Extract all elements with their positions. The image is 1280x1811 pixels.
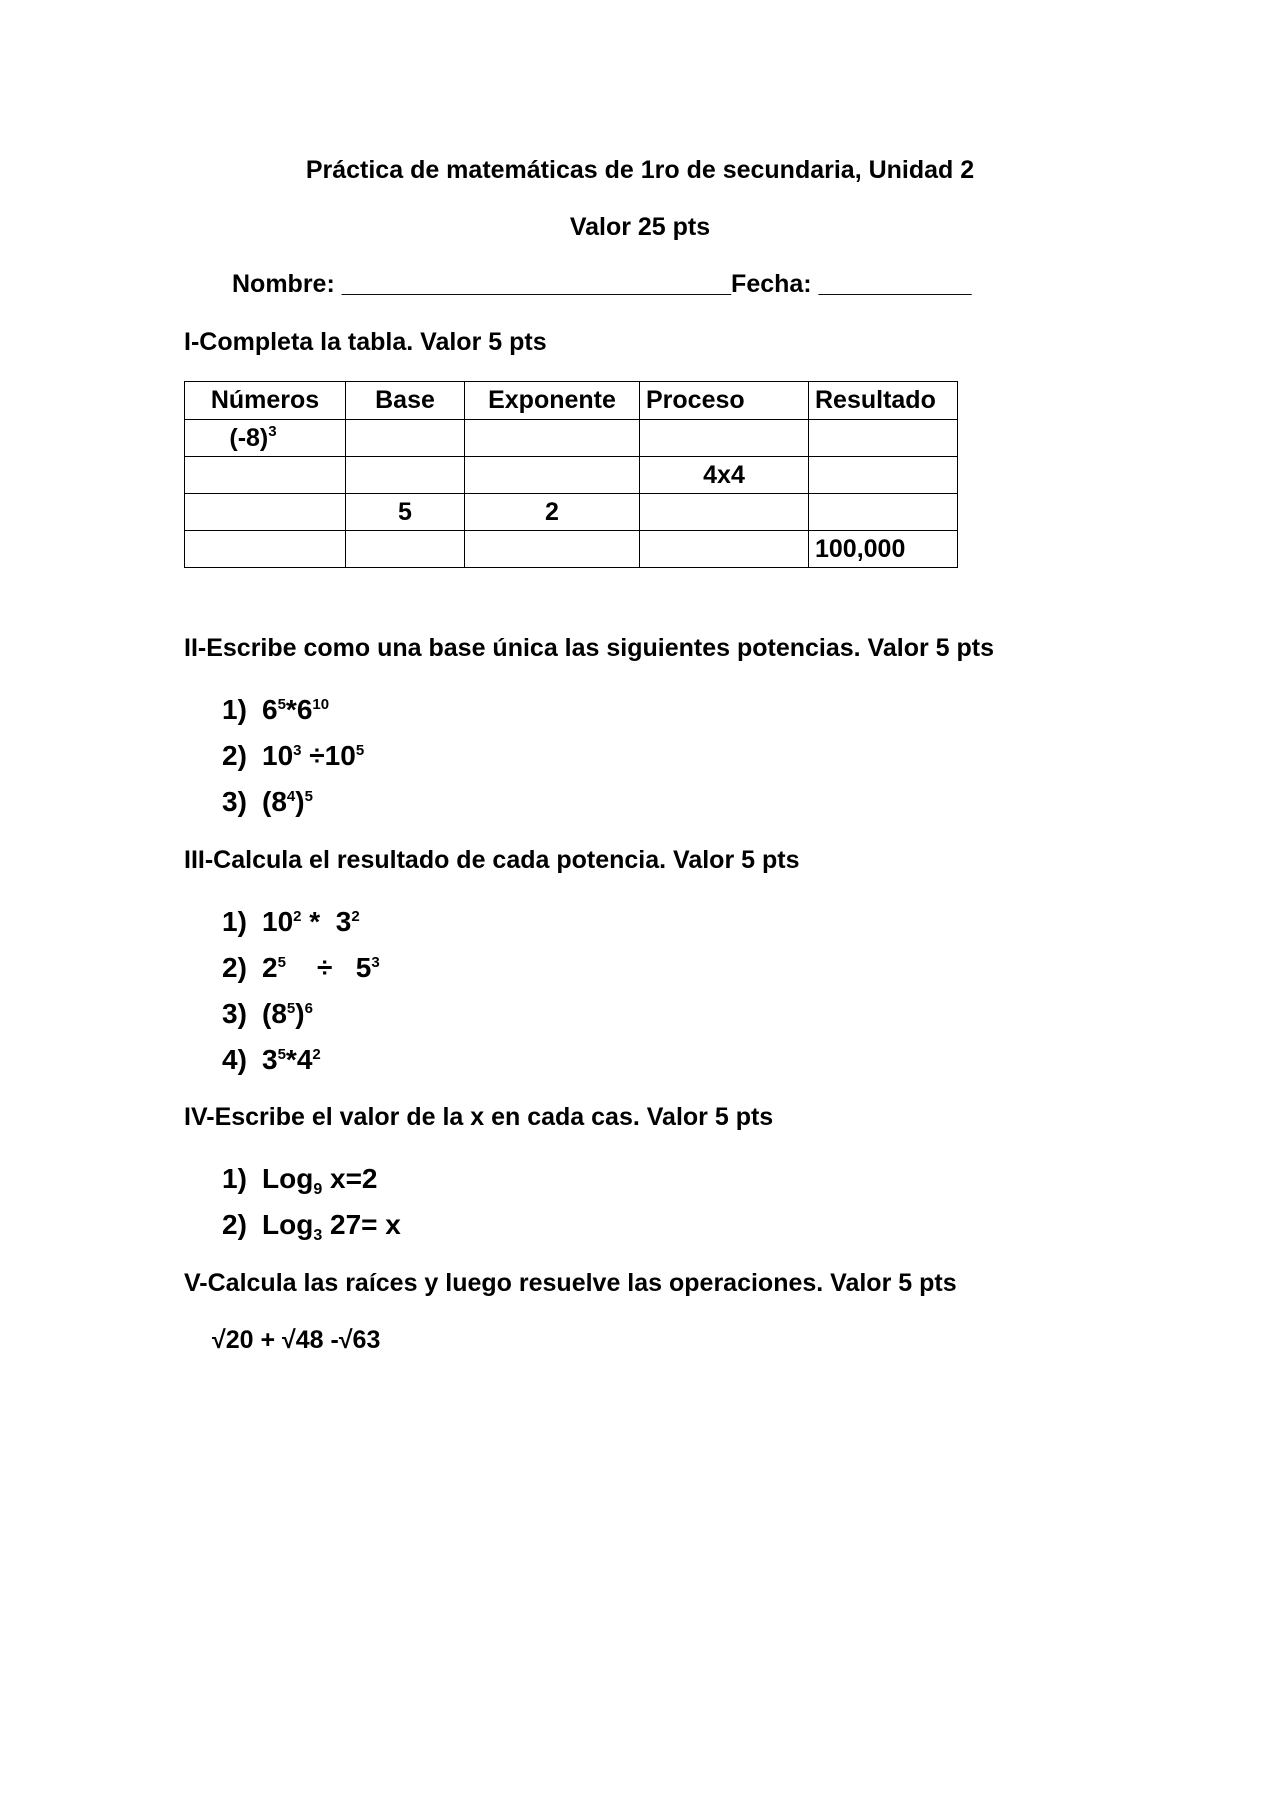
term-base: 3 <box>262 1044 278 1075</box>
log-argument: x=2 <box>322 1163 378 1194</box>
table-header-cell: Proceso <box>640 382 809 420</box>
section5-heading: V-Calcula las raíces y luego resuelve las operaciones. Valor 5 pts <box>184 1269 957 1297</box>
table-cell <box>465 457 640 494</box>
list-item <box>222 1037 380 1083</box>
term-exponent: 2 <box>351 908 360 925</box>
list-item <box>222 899 380 945</box>
table-cell <box>185 420 346 457</box>
term-exponent: 3 <box>293 742 302 759</box>
list-item <box>222 945 380 991</box>
list-item <box>222 687 364 733</box>
section4-heading: IV-Escribe el valor de la x en cada cas. Valor 5 pts <box>184 1103 774 1131</box>
table-row <box>185 531 958 568</box>
document-title: Práctica de matemáticas de 1ro de secundaria, Unidad 2 <box>305 156 975 184</box>
term-base: (8 <box>262 998 287 1029</box>
log-base: 3 <box>313 1227 323 1244</box>
term-exponent: 10 <box>312 696 330 713</box>
section2-heading: II-Escribe como una base única las siguientes potencias. Valor 5 pts <box>184 634 994 662</box>
list-item <box>222 733 364 779</box>
table-row <box>185 420 958 457</box>
table-cell <box>809 420 958 457</box>
term-base: (8 <box>262 786 287 817</box>
term-exponent: 5 <box>304 788 313 805</box>
powers-table <box>184 381 958 568</box>
item-number: 2) <box>222 740 247 771</box>
item-number: 2) <box>222 952 247 983</box>
term-exponent: 3 <box>371 954 380 971</box>
list-item <box>222 779 364 825</box>
term-base: ) <box>295 786 305 817</box>
item-number: 1) <box>222 694 247 725</box>
table-row <box>185 457 958 494</box>
table-cell <box>465 420 640 457</box>
table-cell <box>346 420 465 457</box>
item-number: 3) <box>222 998 247 1029</box>
list-item <box>222 1156 401 1202</box>
table-cell <box>640 420 809 457</box>
term-base: 10 <box>262 906 294 937</box>
term-exponent: 5 <box>277 696 286 713</box>
table-cell: 5 <box>346 494 465 531</box>
table-header-cell: Números <box>185 382 346 420</box>
table-cell: 4x4 <box>640 457 809 494</box>
operator: * <box>301 906 336 937</box>
section3-heading: III-Calcula el resultado de cada potencia. Valor 5 pts <box>184 846 800 874</box>
term-exponent: 5 <box>286 1000 296 1017</box>
section2-list <box>222 687 364 825</box>
list-item <box>222 1202 401 1248</box>
section1-heading: I-Completa la tabla. Valor 5 pts <box>184 328 547 356</box>
table-cell <box>346 457 465 494</box>
log-label: Log <box>262 1209 314 1240</box>
term-base: 2 <box>262 952 278 983</box>
name-field-label: Nombre: ____________________________ <box>232 270 732 298</box>
date-field-label: Fecha: ___________ <box>731 270 972 298</box>
term-base: 4 <box>296 1044 313 1075</box>
table-cell <box>640 494 809 531</box>
item-number: 2) <box>222 1209 247 1240</box>
term-base: ) <box>295 998 305 1029</box>
term-exponent: 5 <box>277 954 286 971</box>
section4-list <box>222 1156 401 1248</box>
term-exponent: 4 <box>286 788 296 805</box>
item-number: 4) <box>222 1044 247 1075</box>
item-number: 1) <box>222 1163 247 1194</box>
document-value: Valor 25 pts <box>569 213 711 241</box>
term-exponent: 5 <box>355 742 365 759</box>
term-base: 10 <box>262 740 294 771</box>
table-header-row <box>185 382 958 420</box>
root-expression: √20 + √48 -√63 <box>212 1326 381 1354</box>
term-exponent: 2 <box>293 908 302 925</box>
term-exponent: 2 <box>312 1046 321 1063</box>
table-header-cell: Exponente <box>465 382 640 420</box>
term-base: 6 <box>262 694 278 725</box>
term-exponent: 6 <box>304 1000 313 1017</box>
term-base: 6 <box>296 694 313 725</box>
term-base: 10 <box>324 740 356 771</box>
operator: * <box>285 1044 297 1075</box>
operator: ÷ <box>301 740 325 771</box>
log-argument: 27= x <box>322 1209 401 1240</box>
section3-list <box>222 899 380 1083</box>
table-cell-exponent: 3 <box>268 422 277 440</box>
table-cell <box>185 494 346 531</box>
table-cell <box>185 457 346 494</box>
table-cell <box>640 531 809 568</box>
table-cell <box>185 531 346 568</box>
operator: * <box>285 694 297 725</box>
table-header-cell: Base <box>346 382 465 420</box>
list-item <box>222 991 380 1037</box>
item-number: 3) <box>222 786 247 817</box>
table-cell: 2 <box>465 494 640 531</box>
operator: ÷ <box>285 952 356 983</box>
table-cell <box>809 457 958 494</box>
log-base: 9 <box>313 1181 323 1198</box>
table-cell <box>465 531 640 568</box>
table-cell <box>809 494 958 531</box>
table-cell-base: (-8) <box>229 423 269 452</box>
item-number: 1) <box>222 906 247 937</box>
name-date-line <box>232 270 972 299</box>
table-cell: 100,000 <box>809 531 958 568</box>
log-label: Log <box>262 1163 314 1194</box>
term-base: 5 <box>355 952 372 983</box>
table-row <box>185 494 958 531</box>
term-base: 3 <box>335 906 352 937</box>
table-header-cell: Resultado <box>809 382 958 420</box>
table-cell <box>346 531 465 568</box>
term-exponent: 5 <box>277 1046 286 1063</box>
